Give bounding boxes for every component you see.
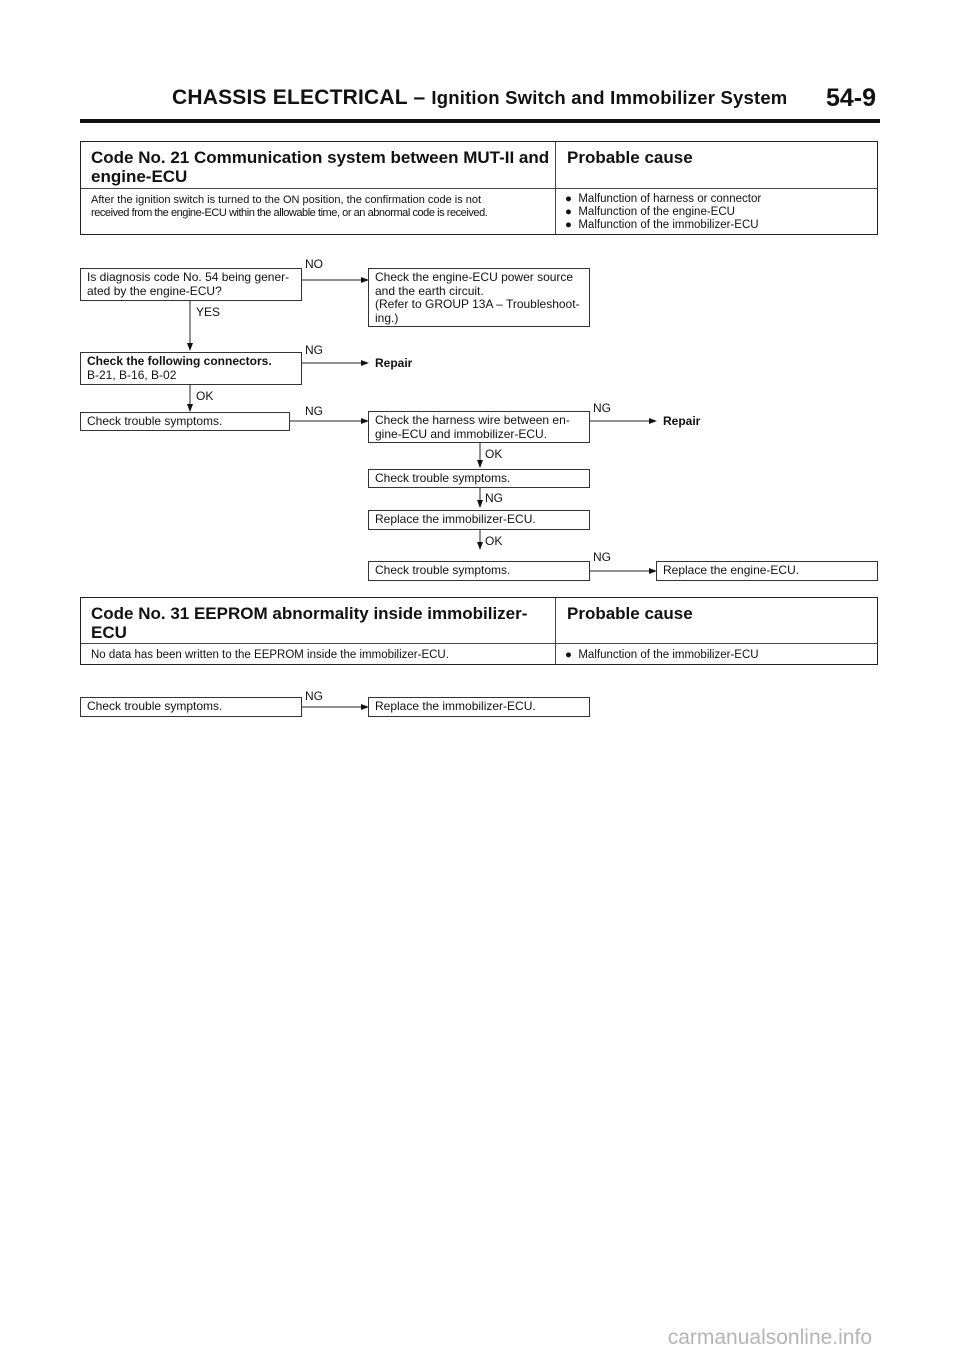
section-title: CHASSIS ELECTRICAL bbox=[172, 86, 408, 109]
replace-immobilizer-box: Replace the immobilizer-ECU. bbox=[368, 510, 590, 530]
label-yes: YES bbox=[196, 305, 221, 319]
label-ng: NG bbox=[593, 401, 611, 415]
code-21-title: Code No. 21 Communication system between MUT-II and engine-ECU bbox=[91, 148, 550, 186]
code-21-cause-title: Probable cause bbox=[567, 148, 693, 167]
label-ng: NG bbox=[305, 343, 323, 357]
connectors-box: Check the following connectors. B-21, B-16, B-02 bbox=[80, 352, 302, 385]
label-ng: NG bbox=[305, 689, 323, 703]
repair-text: Repair bbox=[663, 414, 701, 428]
check-trouble-box: Check trouble symptoms. bbox=[80, 412, 290, 431]
label-ok: OK bbox=[485, 534, 503, 548]
subsection-title: Ignition Switch and Immobilizer System bbox=[431, 87, 788, 108]
code-31-title: Code No. 31 EEPROM abnormality inside immobilizer- ECU bbox=[91, 604, 528, 642]
label-no: NO bbox=[305, 257, 323, 271]
check-harness-box: Check the harness wire between en- gine-ECU and immobilizer-ECU. bbox=[368, 411, 590, 443]
label-ng: NG bbox=[305, 404, 323, 418]
list-item: ● Malfunction of harness or connector bbox=[565, 193, 762, 205]
repair-text: Repair bbox=[375, 356, 413, 370]
table-divider bbox=[81, 643, 877, 644]
code-31-table bbox=[80, 597, 878, 665]
code-31-cause-title: Probable cause bbox=[567, 604, 693, 623]
label-ng: NG bbox=[593, 550, 611, 564]
list-item: ● Malfunction of the engine-ECU bbox=[565, 206, 735, 218]
check-trouble-box: Check trouble symptoms. bbox=[368, 469, 590, 488]
check-trouble-box: Check trouble symptoms. bbox=[80, 697, 302, 717]
list-item: ● Malfunction of the immobilizer-ECU bbox=[565, 219, 759, 231]
code-31-description: No data has been written to the EEPROM inside the immobilizer-ECU. bbox=[91, 649, 449, 661]
table-divider bbox=[555, 598, 556, 664]
check-power-box: Check the engine-ECU power source and the earth circuit. (Refer to GROUP 13A – Troubleshoot- ing.) bbox=[368, 268, 590, 327]
label-ok: OK bbox=[485, 447, 503, 461]
label-ng: NG bbox=[485, 491, 503, 505]
replace-engine-box: Replace the engine-ECU. bbox=[656, 561, 878, 581]
list-item: ● Malfunction of the immobilizer-ECU bbox=[565, 649, 759, 661]
header-dash: – bbox=[413, 86, 426, 109]
check-trouble-box: Check trouble symptoms. bbox=[368, 561, 590, 581]
watermark-text: carmanualsonline.info bbox=[667, 1326, 872, 1349]
code-21-description: After the ignition switch is turned to the ON position, the confirmation code is not received from the engine-ECU within the allowable time, or an abnormal code is received. bbox=[91, 194, 488, 219]
page-number: 54-9 bbox=[826, 84, 877, 112]
diagnosis-question-box: Is diagnosis code No. 54 being gener- ated by the engine-ECU? bbox=[80, 268, 302, 301]
label-ok: OK bbox=[196, 389, 214, 403]
code-31-causes-list bbox=[565, 649, 759, 662]
replace-immobilizer-box: Replace the immobilizer-ECU. bbox=[368, 697, 590, 717]
